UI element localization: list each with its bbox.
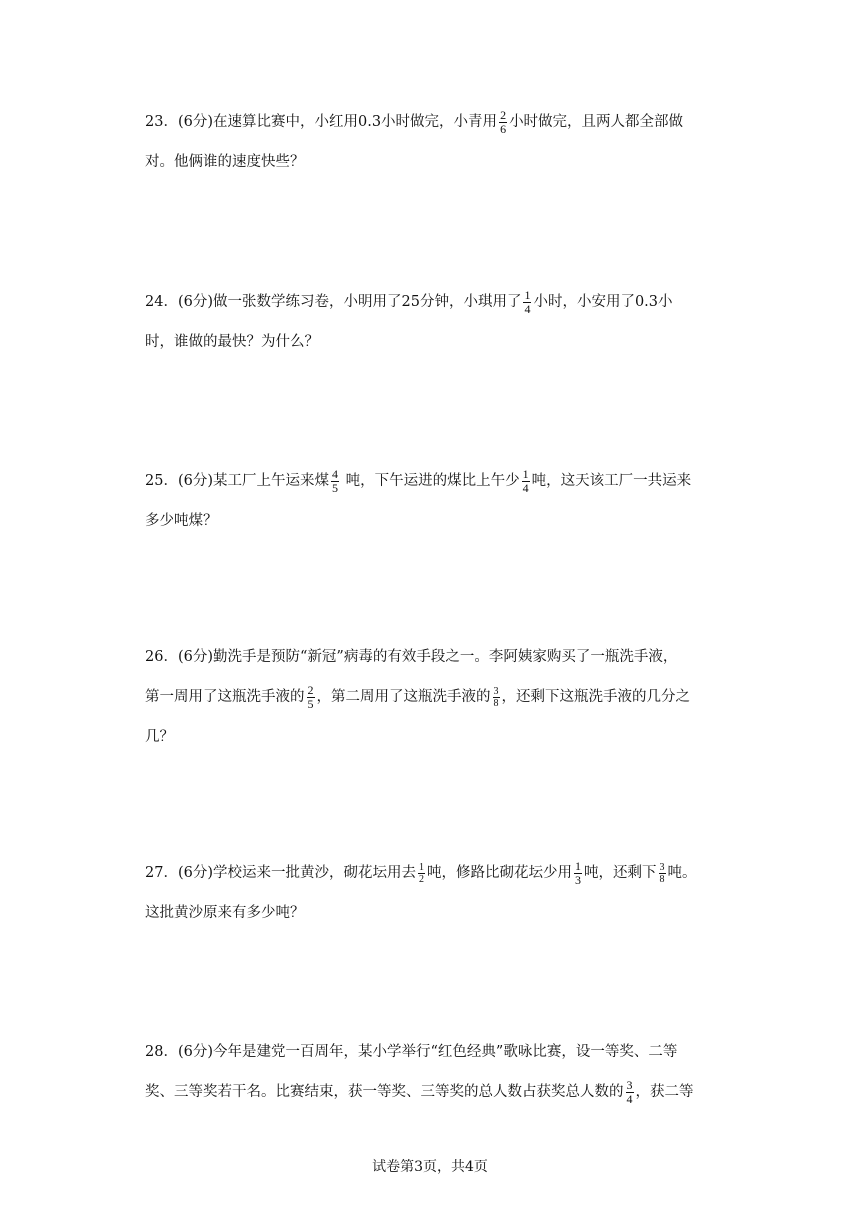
fraction	[307, 684, 315, 711]
text-segment: 多少吨煤？	[145, 513, 218, 529]
text-segment: 时，谁做的最快？为什么？	[145, 334, 319, 350]
text-segment: 这批黄沙原来有多少吨？	[145, 905, 305, 921]
fraction-numerator: 2	[307, 682, 314, 697]
fraction-numerator: 1	[419, 861, 424, 873]
problem-line	[145, 501, 717, 541]
text-segment: 25．(6分)某工厂上午运来煤	[145, 473, 329, 489]
problem-28	[145, 1032, 717, 1112]
text-segment: 23．(6分)在速算比赛中，小红用0.3小时做完，小青用	[145, 114, 498, 130]
fraction	[418, 862, 425, 885]
problem-27	[145, 853, 717, 933]
fraction-denominator: 4	[522, 480, 529, 495]
problem-line	[145, 322, 717, 362]
fraction	[522, 468, 530, 495]
problem-line	[145, 461, 717, 501]
text-segment: 吨，修路比砌花坛少用	[427, 865, 572, 881]
fraction	[574, 860, 582, 887]
fraction	[499, 109, 507, 136]
problem-26	[145, 637, 717, 757]
fraction-denominator: 4	[626, 1091, 633, 1106]
fraction-numerator: 1	[524, 287, 531, 302]
fraction	[523, 289, 531, 316]
text-segment: 几？	[145, 729, 174, 745]
fraction-denominator: 8	[659, 873, 665, 885]
problem-25	[145, 461, 717, 541]
fraction-numerator: 1	[575, 858, 581, 873]
problem-23	[145, 102, 717, 182]
text-segment: 28．(6分)今年是建党一百周年，某小学举行“红色经典”歌咏比赛，设一等奖、二等	[145, 1044, 678, 1060]
text-segment: 吨，这天该工厂一共运来	[531, 473, 692, 489]
text-segment: 吨，下午运进的煤比上午少	[341, 473, 520, 489]
fraction-denominator: 3	[575, 872, 581, 887]
text-segment: 27．(6分)学校运来一批黄沙，砌花坛用去	[145, 865, 416, 881]
text-segment: 24．(6分)做一张数学练习卷，小明用了25分钟，小琪用了	[145, 294, 522, 310]
problem-line	[145, 637, 717, 677]
fraction-denominator: 8	[493, 697, 499, 709]
fraction	[626, 1079, 634, 1106]
text-segment: 吨。	[667, 865, 697, 881]
page-footer: 试卷第3页，共4页	[372, 1159, 488, 1175]
text-segment: ，第二周用了这瓶洗手液的	[316, 689, 491, 705]
text-segment: 第一周用了这瓶洗手液的	[145, 689, 305, 705]
text-segment: 小时做完，且两人都全部做	[509, 114, 684, 130]
fraction-numerator: 1	[522, 466, 529, 481]
text-segment: 对。他俩谁的速度快些？	[145, 154, 305, 170]
problem-line	[145, 102, 717, 142]
problem-line	[145, 282, 717, 322]
text-segment: 26．(6分)勤洗手是预防“新冠”病毒的有效手段之一。李阿姨家购买了一瓶洗手液，	[145, 649, 678, 665]
text-segment: 小时，小安用了0.3小	[533, 294, 673, 310]
problem-line	[145, 1032, 717, 1072]
fraction-denominator: 5	[332, 480, 338, 495]
problem-line	[145, 853, 717, 893]
fraction	[659, 862, 666, 885]
text-segment: ，获二等	[635, 1084, 694, 1100]
fraction-numerator: 3	[659, 861, 665, 873]
text-segment: 奖、三等奖若干名。比赛结束，获一等奖、三等奖的总人数占获奖总人数的	[145, 1084, 624, 1100]
problem-line	[145, 717, 717, 757]
problem-24	[145, 282, 717, 362]
fraction-numerator: 3	[493, 685, 499, 697]
fraction-denominator: 6	[500, 121, 507, 136]
fraction-denominator: 2	[419, 873, 424, 885]
problem-line	[145, 1072, 717, 1112]
problem-line	[145, 893, 717, 933]
fraction-numerator: 4	[332, 466, 338, 481]
fraction-denominator: 4	[524, 301, 531, 316]
fraction-numerator: 2	[500, 107, 507, 122]
problem-line	[145, 142, 717, 182]
text-segment: ，还剩下这瓶洗手液的几分之	[501, 689, 690, 705]
problem-line	[145, 677, 717, 717]
fraction-denominator: 5	[307, 696, 314, 711]
fraction	[493, 686, 500, 709]
fraction	[331, 468, 339, 495]
text-segment: 吨，还剩下	[584, 865, 657, 881]
fraction-numerator: 3	[626, 1077, 633, 1092]
